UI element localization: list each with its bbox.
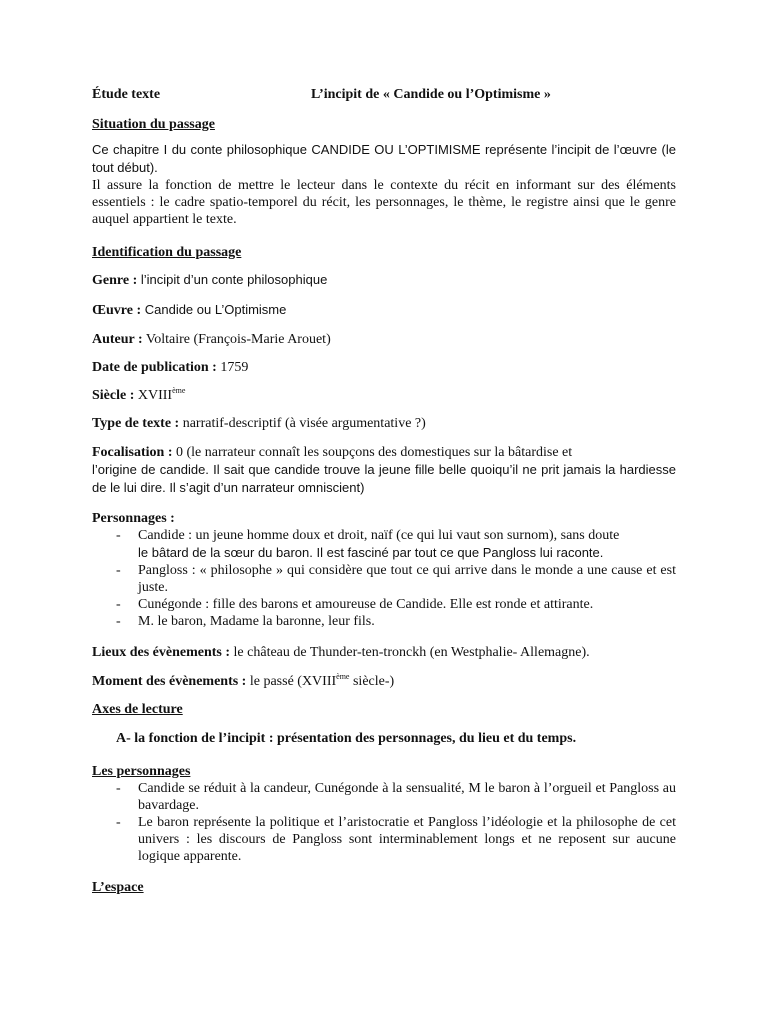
list-item: - Candide se réduit à la candeur, Cunégonde à la sensualité, M le baron à l’orgueil et Pangloss au bavardage. <box>116 781 676 813</box>
document-header <box>92 86 676 104</box>
situation-paragraph-2: Il assure la fonction de mettre le lecteur dans le contexte du récit en informant sur des éléments essentiels : le cadre spatio-temporel du récit, les personnages, le thème, le registre ainsi que le genre auquel appartient le texte. <box>92 178 676 227</box>
heading-axes: Axes de lecture <box>92 702 183 717</box>
field-lieux: Lieux des évènements : le château de Thunder-ten-tronckh (en Westphalie- Allemagne). <box>92 645 590 660</box>
field-siecle: Siècle : XVIIIème <box>92 386 186 403</box>
field-date: Date de publication : 1759 <box>92 360 249 375</box>
les-personnages-list <box>92 780 676 865</box>
heading-situation: Situation du passage <box>92 117 215 132</box>
heading-espace: L’espace <box>92 880 144 895</box>
document-title: L’incipit de « Candide ou l’Optimisme » <box>311 87 551 102</box>
list-item: - Candide : un jeune homme doux et droit, naïf (ce qui lui vaut son surnom), sans doute le bâtard de la sœur du baron. Il est fasciné par tout ce que Pangloss lui raconte. <box>116 528 620 560</box>
list-item: - Pangloss : « philosophe » qui considère que tout ce qui arrive dans le monde a une cause et est juste. <box>116 563 676 595</box>
field-oeuvre: Œuvre : Candide ou L’Optimisme <box>92 302 287 318</box>
situation-paragraph-1: Ce chapitre I du conte philosophique CANDIDE OU L’OPTIMISME représente l’incipit de l’œuvre (le tout début). <box>92 142 676 175</box>
field-auteur: Auteur : Voltaire (François-Marie Arouet) <box>92 332 331 347</box>
field-type: Type de texte : narratif-descriptif (à visée argumentative ?) <box>92 416 426 431</box>
axis-a-title: A- la fonction de l’incipit : présentation des personnages, du lieu et du temps. <box>116 731 577 746</box>
field-personnages: Personnages : <box>92 511 175 526</box>
field-genre: Genre : l’incipit d’un conte philosophique <box>92 272 328 288</box>
heading-identification: Identification du passage <box>92 245 242 260</box>
header-left: Étude texte <box>92 87 161 102</box>
heading-les-personnages: Les personnages <box>92 764 191 779</box>
field-focalisation: Focalisation : 0 (le narrateur connaît les soupçons des domestiques sur la bâtardise et l’origine de candide. Il sait que candide trouve la jeune fille belle quoiqu’il ne prit jamais la hardiesse de le lui dire. Il s’agit d’un narrateur omniscient) <box>92 445 676 495</box>
document-content <box>92 86 676 896</box>
personnages-list <box>92 527 676 630</box>
list-item: - Le baron représente la politique et l’aristocratie et Pangloss l’idéologie et la philosophe de cet univers : les discours de Pangloss sont interminablement longs et ne reposent sur aucune logique apparente. <box>116 815 676 864</box>
list-item: - Cunégonde : fille des barons et amoureuse de Candide. Elle est ronde et attirante. <box>116 597 594 612</box>
field-moment: Moment des évènements : le passé (XVIIIème siècle-) <box>92 672 395 689</box>
list-item: - M. le baron, Madame la baronne, leur fils. <box>116 614 375 629</box>
